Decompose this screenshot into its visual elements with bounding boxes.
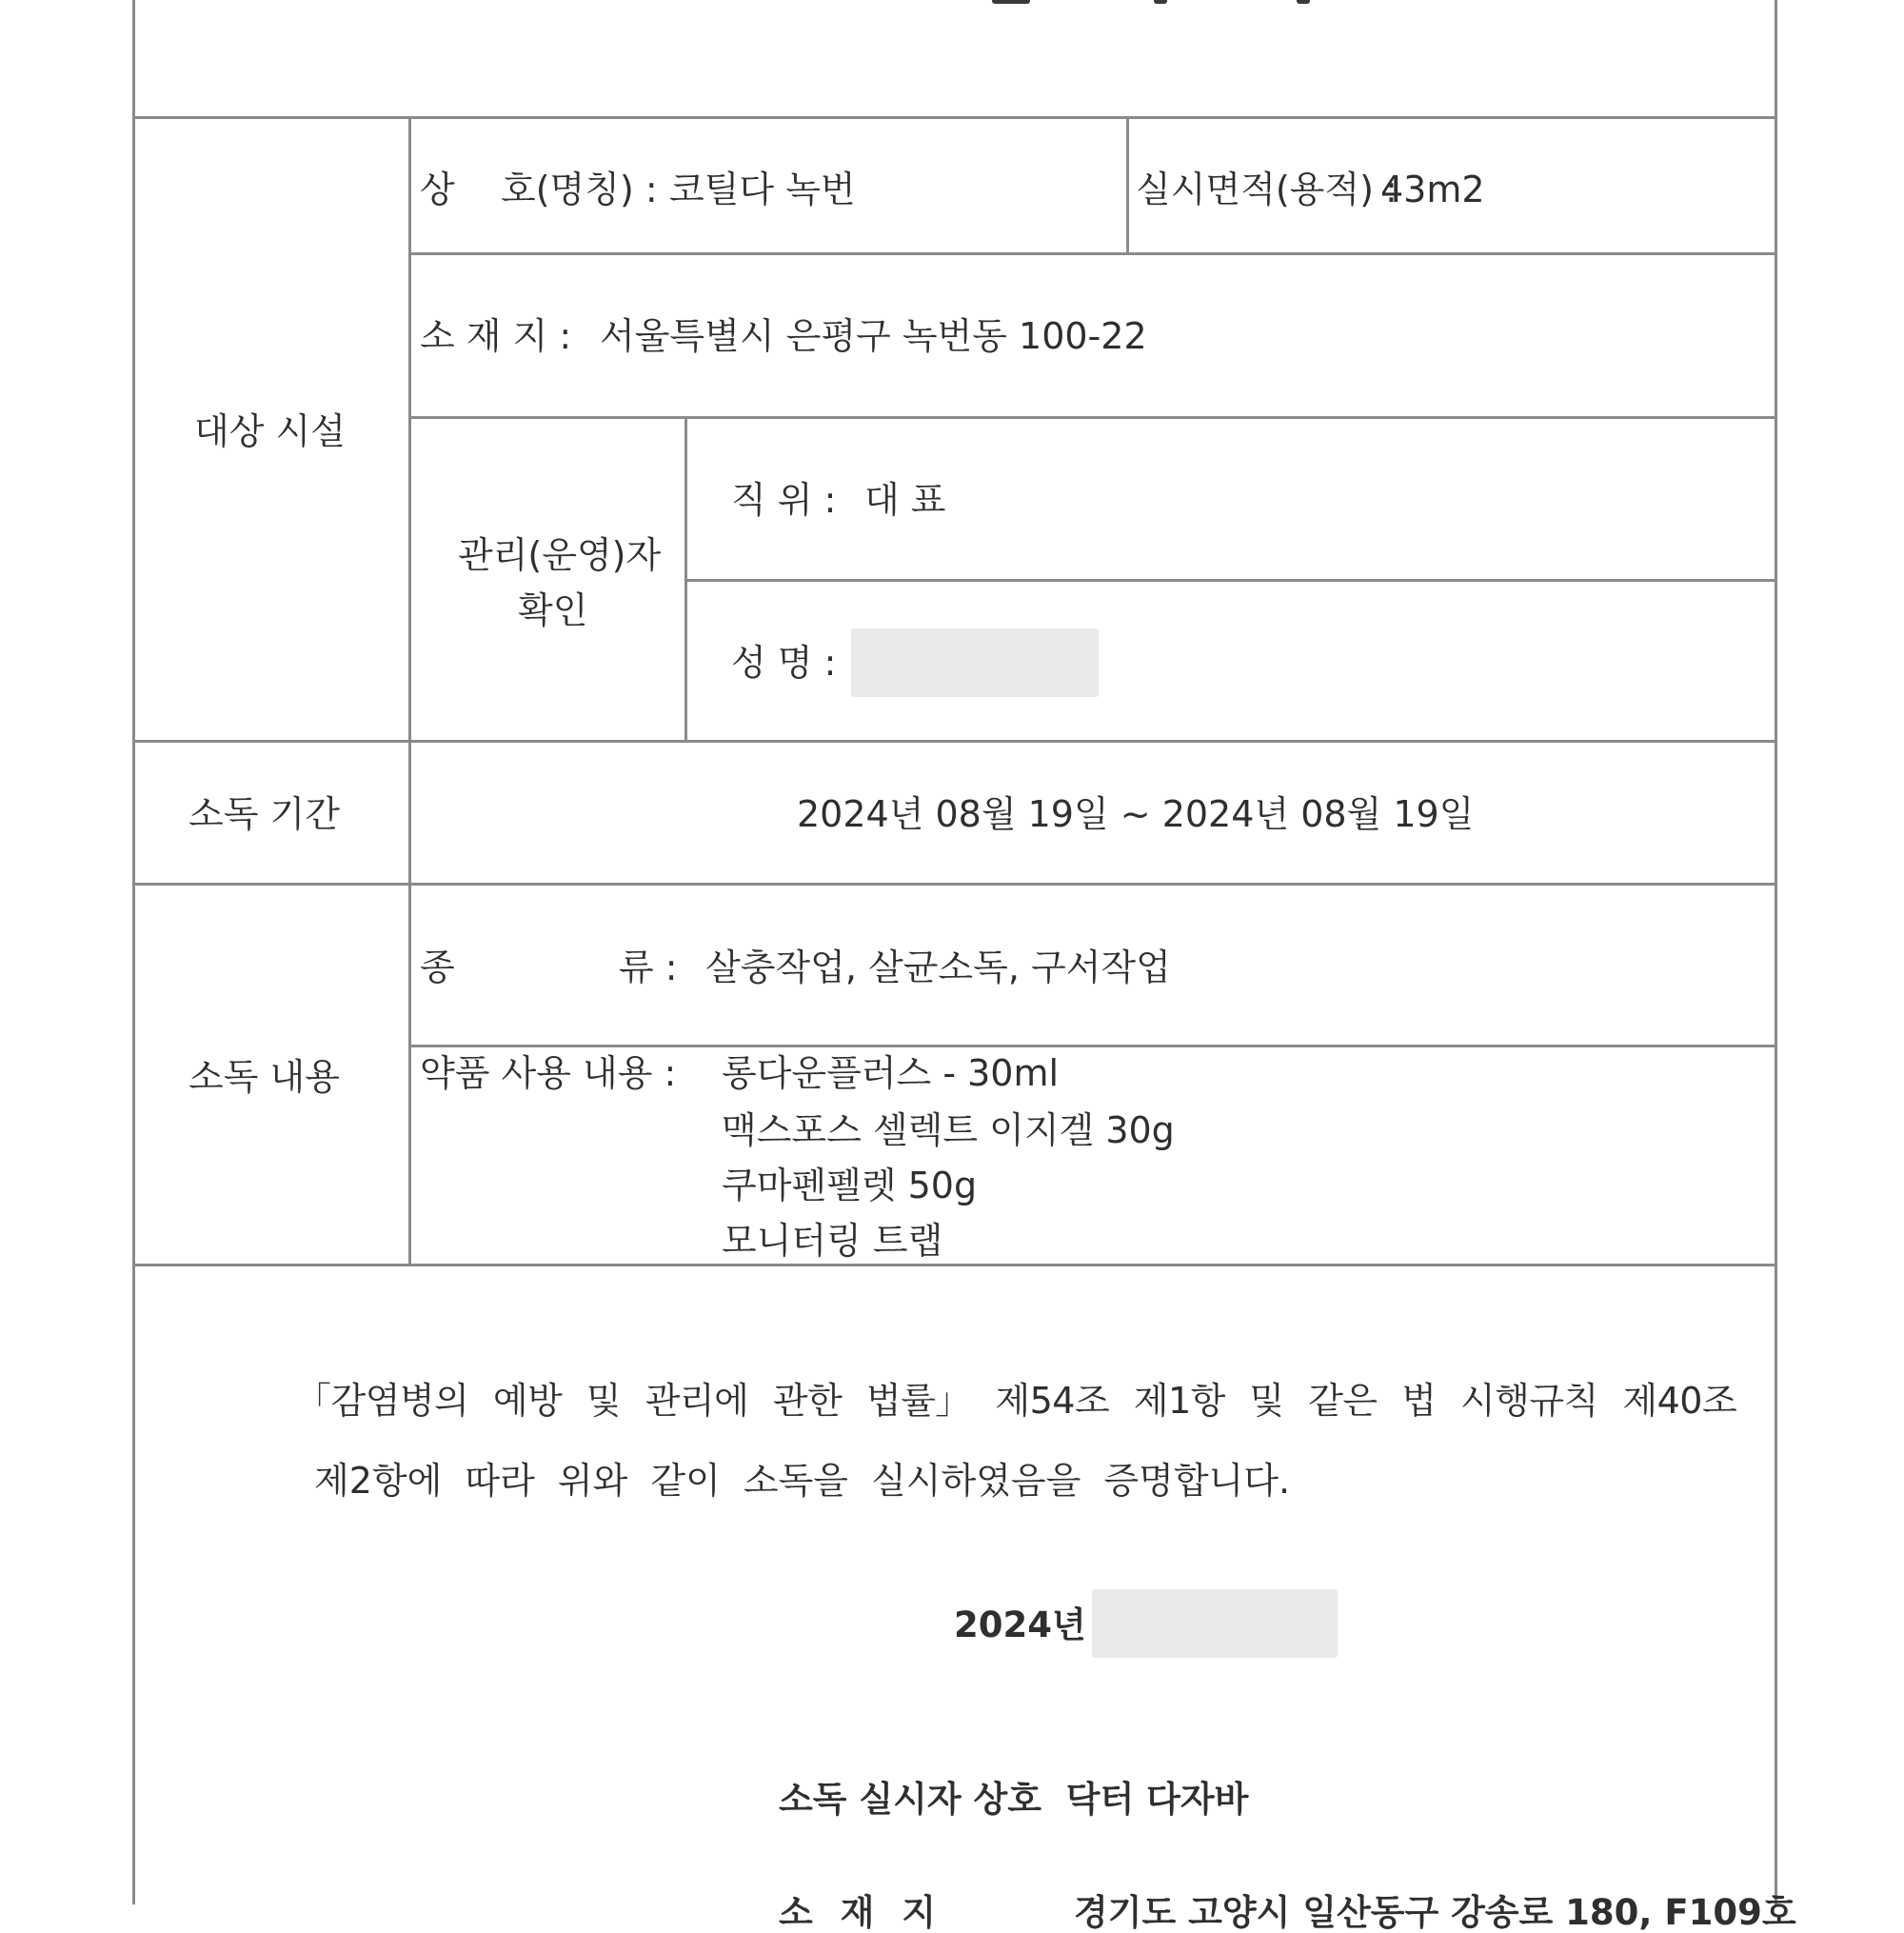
table-rule: [132, 883, 1777, 886]
provider-location-value: 경기도 고양시 일산동구 강송로 180, F109호: [1074, 1892, 1796, 1933]
provider-name-line: 소독 실시자 상호 닥터 다자바: [779, 1779, 1249, 1820]
certification-line-1: 「감염병의 예방 및 관리에 관한 법률」 제54조 제1항 및 같은 법 시행규칙 제40조: [295, 1380, 1737, 1422]
position-label: 직 위 :: [731, 479, 837, 521]
table-rule: [132, 116, 1777, 119]
certification-line-2: 제2항에 따라 위와 같이 소독을 실시하였음을 증명합니다.: [314, 1460, 1291, 1502]
chemical-item: 롱다운플러스 - 30ml: [722, 1052, 1060, 1094]
manager-label-line1: 관리(운영)자: [458, 534, 662, 576]
period-label: 소독 기간: [188, 793, 340, 835]
facility-area-label: 실시면적(용적) :: [1136, 169, 1398, 210]
title-fragment: [992, 0, 1030, 4]
position-value: 대 표: [864, 479, 946, 521]
provider-location-label: 소 재 지: [779, 1892, 943, 1933]
table-rule: [685, 579, 1777, 582]
title-fragment: [1297, 0, 1310, 4]
certification-year: 2024년: [954, 1604, 1086, 1645]
facility-section-label: 대상 시설: [194, 410, 346, 452]
manager-label-line2: 확인: [518, 589, 588, 631]
table-border-right: [1775, 0, 1777, 1904]
table-rule: [1126, 116, 1129, 255]
table-rule: [409, 1045, 1777, 1047]
title-fragment: [1154, 0, 1167, 4]
type-label-a: 종: [420, 947, 455, 988]
chemical-item: 쿠마펜펠렛 50g: [722, 1165, 978, 1206]
type-label-b: 류 :: [619, 947, 678, 988]
table-rule: [409, 416, 1777, 419]
table-rule: [132, 1264, 1777, 1266]
facility-name-value: 코틸다 녹번: [669, 169, 856, 210]
facility-area-value: 43m2: [1380, 169, 1485, 210]
redacted-date: [1092, 1589, 1338, 1658]
period-value: 2024년 08월 19일 ~ 2024년 08월 19일: [797, 793, 1475, 835]
content-label: 소독 내용: [188, 1056, 340, 1098]
chemical-item: 맥스포스 셀렉트 이지겔 30g: [722, 1109, 1175, 1151]
facility-location-label: 소 재 지 :: [420, 315, 572, 357]
facility-location-value: 서울특별시 은평구 녹번동 100-22: [600, 315, 1147, 357]
table-rule: [409, 252, 1777, 255]
person-name-label: 성 명 :: [731, 642, 837, 684]
table-rule: [684, 416, 687, 743]
type-value: 살충작업, 살균소독, 구서작업: [705, 947, 1171, 988]
table-border-left: [132, 0, 135, 1904]
table-rule: [408, 116, 411, 1266]
facility-name-label: 상 호(명칭) :: [420, 169, 658, 210]
redacted-name: [851, 628, 1099, 697]
chemical-item: 모니터링 트랩: [722, 1220, 943, 1262]
chemicals-label: 약품 사용 내용 :: [420, 1052, 677, 1094]
table-rule: [132, 740, 1777, 743]
